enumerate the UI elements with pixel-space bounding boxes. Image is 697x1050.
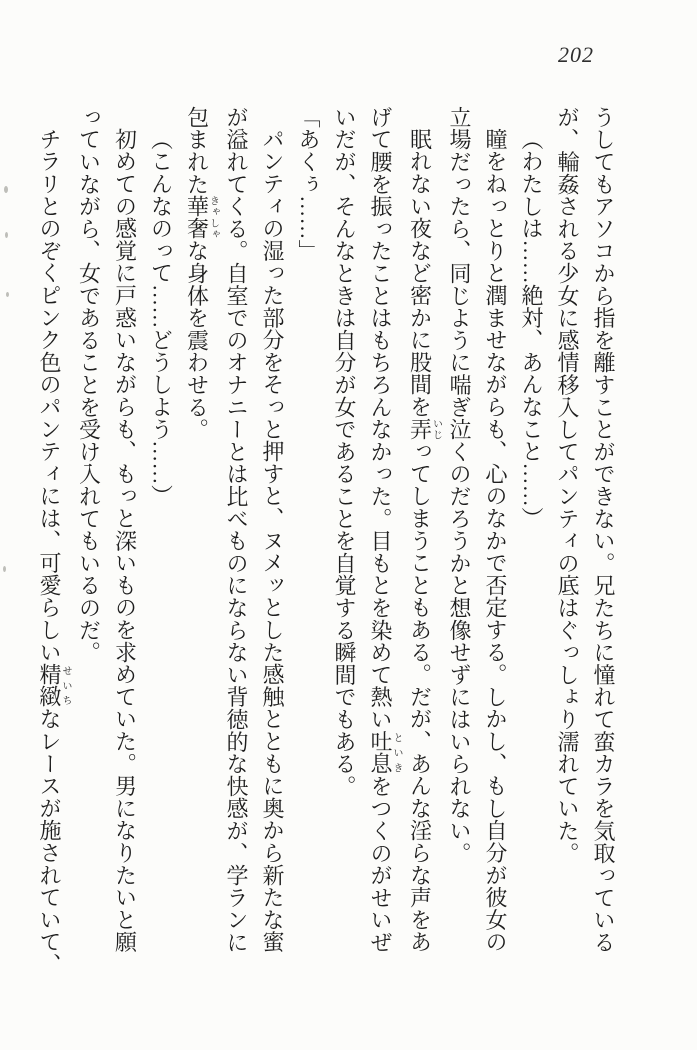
text-line-5: 立場だったら、同じように喘ぎ泣くのだろうかと想像せずにはいられない。 [447, 106, 472, 865]
ruby-annotation: 弄いじ [407, 417, 442, 441]
text-line-14: 初めての感覚に戸惑いながらも、もっと深いものを求めていた。男になりたいと願 [112, 128, 138, 954]
text-line-15: っていながら、女であることを受け入れてもいるのだ。 [76, 106, 102, 664]
text-line-11: が溢れてくる。自室でのオナニーとは比べものにならない背徳的な快感が、学ランに [224, 106, 249, 954]
text-line-8: いだが、そんなときは自分が女であることを自覚する瞬間でもある。 [332, 106, 357, 798]
ruby-annotation: 吐息といき [368, 730, 402, 776]
ruby-annotation: 精緻せいち [37, 663, 71, 708]
ruby-annotation: 華奢きゃしゃ [184, 195, 219, 240]
text-line-3: （わたしは……絶対、あんなこと……） [519, 128, 544, 530]
text-line-10: パンティの湿った部分をそっと押すと、ヌメッとした感触とともに奥から新たな蜜 [260, 128, 285, 954]
text-line-6: 眠れない夜など密かに股間を弄いじってしまうこともある。だが、あんな淫らな声をあ [407, 128, 442, 954]
text-line-9: 「あくぅ……」 [296, 106, 321, 263]
text-line-4: 瞳をねっとりと潤ませながらも、心のなかで否定する。しかし、もし自分が彼女の [483, 128, 508, 954]
text-line-2: が、輪姦される少女に感情移入してパンティの底はぐっしょり濡れていた。 [555, 106, 580, 865]
vertical-text-block [31, 106, 621, 976]
text-line-1: うしてもアソコから指を離すことができない。兄たちに憧れて蛮カラを気取っている [591, 106, 616, 954]
text-line-13: （こんなのって……どうしよう……） [148, 128, 174, 508]
text-line-16: チラリとのぞくピンク色のパンティには、可愛らしい精緻せいちなレースが施されていて、 [37, 128, 71, 976]
text-line-7: げて腰を振ったことはもちろんなかった。目もとを染めて熱い吐息といきをつくのがせいぜ [368, 106, 402, 954]
scan-speck [4, 186, 8, 193]
scan-speck [3, 566, 6, 572]
page-number: 202 [558, 42, 594, 67]
scan-speck [5, 232, 8, 238]
scan-speck [6, 292, 9, 297]
text-line-12: 包まれた華奢きゃしゃな身体を震わせる。 [184, 106, 219, 441]
